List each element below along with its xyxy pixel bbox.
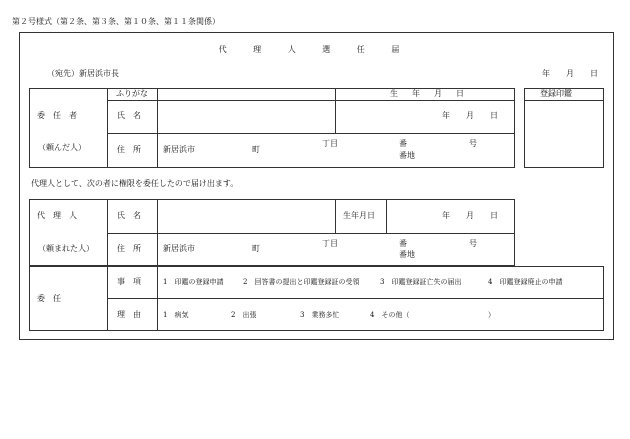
agent-go: 号 (469, 239, 477, 248)
principal-role-label: 委 任 者 (37, 111, 77, 120)
principal-city: 新居浜市 (163, 145, 195, 154)
matter-2: 2 回答書の提出と印鑑登録証の受領 (243, 278, 360, 286)
agent-name-field[interactable] (158, 200, 335, 233)
principal-name-label: 氏 名 (117, 111, 141, 120)
agent-city: 新居浜市 (163, 244, 195, 253)
agent-address-field[interactable] (158, 234, 514, 265)
reason-label: 理 由 (117, 310, 141, 319)
reason-4: 4 その他（ (370, 311, 410, 319)
reason-2: 2 出張 (231, 311, 257, 319)
agent-ban: 番 (399, 239, 407, 248)
agent-role-label: 代 理 人 (37, 211, 77, 220)
principal-go: 号 (469, 139, 477, 148)
agent-town-suffix: 町 (252, 244, 260, 253)
agent-name-label: 氏 名 (117, 211, 141, 220)
reason-1: 1 病気 (163, 311, 189, 319)
furigana-label: ふりがな (116, 89, 148, 98)
delegation-label: 委 任 (37, 294, 61, 303)
matter-4: 4 印鑑登録廃止の申請 (488, 278, 563, 286)
principal-banchi: 番地 (399, 151, 415, 160)
principal-address-label: 住 所 (117, 145, 141, 154)
principal-ban: 番 (399, 139, 407, 148)
submission-date: 年 月 日 (542, 69, 598, 78)
furigana-field[interactable] (157, 89, 335, 100)
addressee: （宛先）新居浜市長 (47, 69, 119, 78)
agent-address-label: 住 所 (117, 244, 141, 253)
principal-role-sub: （頼んだ人） (38, 143, 86, 152)
matter-label: 事 項 (117, 277, 141, 286)
form-title: 代 理 人 選 任 届 (218, 45, 412, 54)
birth-header: 生 年 月 日 (390, 89, 467, 98)
reason-4-close: ） (488, 311, 495, 319)
delegation-sentence: 代理人として、次の者に権限を委任したので届け出ます。 (31, 179, 239, 188)
agent-chome: 丁目 (322, 239, 338, 248)
seal-label: 登録印鑑 (540, 89, 572, 98)
principal-birth-date: 年 月 日 (442, 111, 498, 120)
principal-address-field[interactable] (158, 134, 514, 167)
matter-1: 1 印鑑の登録申請 (163, 278, 224, 286)
agent-banchi: 番地 (399, 250, 415, 259)
agent-birth-date: 年 月 日 (442, 211, 498, 220)
agent-role-sub: （頼まれた人） (38, 244, 94, 253)
agent-birth-label: 生年月日 (343, 211, 375, 220)
form-number-note: 第２号様式（第２条、第３条、第１０条、第１１条関係） (12, 17, 220, 26)
principal-name-field[interactable] (158, 101, 335, 133)
reason-3: 3 業務多忙 (300, 311, 340, 319)
matter-3: 3 印鑑登録証亡失の届出 (380, 278, 462, 286)
principal-town-suffix: 町 (252, 145, 260, 154)
principal-chome: 丁目 (322, 139, 338, 148)
